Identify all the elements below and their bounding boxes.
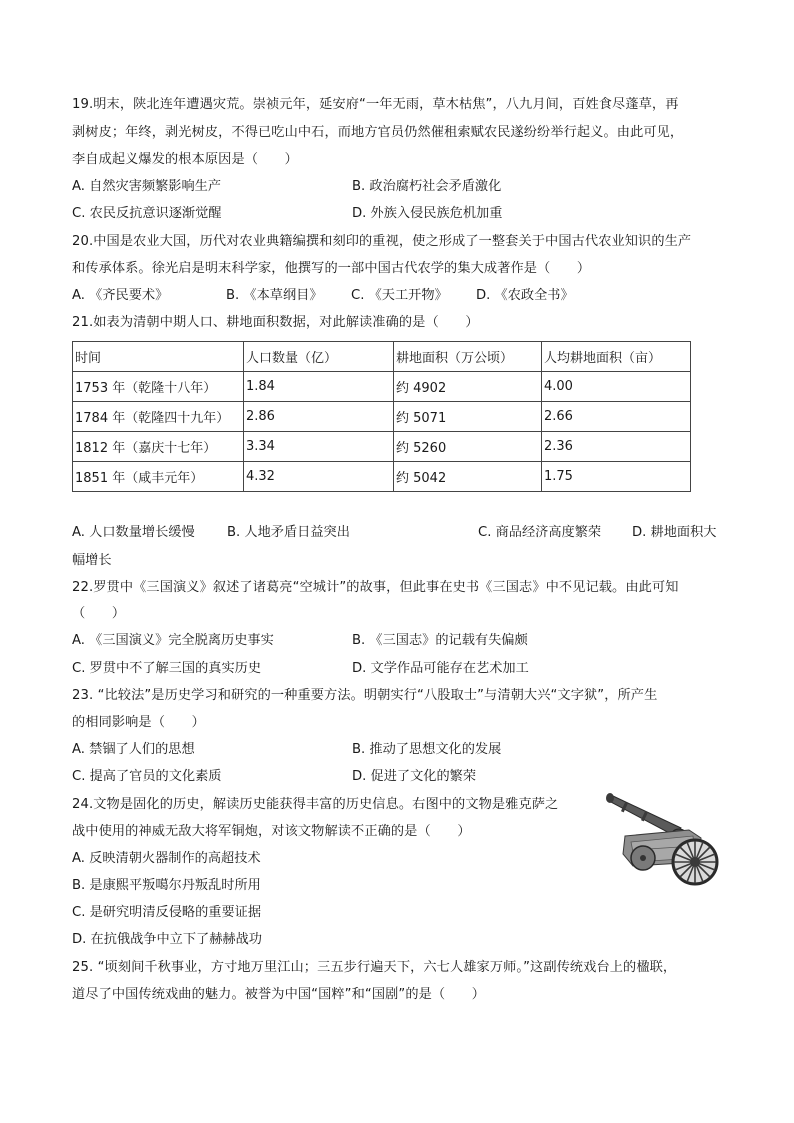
- q24-option-b: B. 是康熙平叛噶尔丹叛乱时所用: [72, 878, 261, 893]
- table-header-cell: 人口数量（亿）: [244, 342, 394, 372]
- population-land-table: [72, 341, 691, 492]
- q24-option-d: D. 在抗俄战争中立下了赫赫战功: [72, 932, 262, 947]
- table-cell: 1.84: [244, 372, 394, 402]
- q22-option-a: A. 《三国演义》完全脱离历史事实: [72, 633, 274, 648]
- q22-stem-line-2: （ ）: [72, 606, 126, 621]
- q20-option-b: B. 《本草纲目》: [226, 288, 323, 303]
- table-cell: 约 4902: [394, 372, 542, 402]
- table-cell: 约 5042: [394, 462, 542, 492]
- q20-option-c: C. 《天工开物》: [351, 288, 448, 303]
- cannon-icon: [603, 792, 721, 887]
- table-header-cell: 耕地面积（万公顷）: [394, 342, 542, 372]
- table-cell: 1.75: [542, 462, 691, 492]
- table-cell: 2.86: [244, 402, 394, 432]
- q24-option-c: C. 是研究明清反侵略的重要证据: [72, 905, 262, 920]
- table-header-cell: 时间: [73, 342, 244, 372]
- table-row: [73, 432, 691, 462]
- q22-option-d: D. 文学作品可能存在艺术加工: [352, 661, 529, 676]
- q20-stem-line-2: 和传承体系。徐光启是明末科学家，他撰写的一部中国古代农学的集大成著作是（ ）: [72, 261, 591, 276]
- q22-option-b: B. 《三国志》的记载有失偏颇: [352, 633, 528, 648]
- table-cell: 3.34: [244, 432, 394, 462]
- q20-option-d: D. 《农政全书》: [476, 288, 574, 303]
- q24-option-a: A. 反映清朝火器制作的高超技术: [72, 851, 261, 866]
- table-cell: 1784 年（乾隆四十九年）: [73, 402, 244, 432]
- q23-option-d: D. 促进了文化的繁荣: [352, 769, 477, 784]
- q21-option-a: A. 人口数量增长缓慢: [72, 525, 195, 540]
- table-row: [73, 402, 691, 432]
- table-cell: 约 5260: [394, 432, 542, 462]
- q21-stem-line-1: 21.如表为清朝中期人口、耕地面积数据，对此解读准确的是（ ）: [72, 315, 479, 330]
- q23-option-a: A. 禁锢了人们的思想: [72, 742, 195, 757]
- q20-option-a: A. 《齐民要术》: [72, 288, 169, 303]
- table-header-cell: 人均耕地面积（亩）: [542, 342, 691, 372]
- table-header-row: [73, 342, 691, 372]
- q19-option-d: D. 外族入侵民族危机加重: [352, 206, 503, 221]
- q23-option-c: C. 提高了官员的文化素质: [72, 769, 222, 784]
- table-cell: 约 5071: [394, 402, 542, 432]
- q20-stem-line-1: 20.中国是农业大国，历代对农业典籍编撰和刻印的重视，使之形成了一整套关于中国古代农业知识的生产: [72, 234, 692, 249]
- table-row: [73, 372, 691, 402]
- q23-stem-line-2: 的相同影响是（ ）: [72, 715, 205, 730]
- q19-option-c: C. 农民反抗意识逐渐觉醒: [72, 206, 222, 221]
- q22-option-c: C. 罗贯中不了解三国的真实历史: [72, 661, 262, 676]
- q21-option-b: B. 人地矛盾日益突出: [227, 525, 350, 540]
- q25-stem-line-2: 道尽了中国传统戏曲的魅力。被誉为中国“国粹”和“国剧”的是（ ）: [72, 987, 486, 1002]
- q19-option-b: B. 政治腐朽社会矛盾激化: [352, 179, 502, 194]
- table-row: [73, 462, 691, 492]
- table-cell: 1812 年（嘉庆十七年）: [73, 432, 244, 462]
- q19-option-a: A. 自然灾害频繁影响生产: [72, 179, 222, 194]
- q19-stem-line-2: 剥树皮；年终，剥光树皮，不得已吃山中石，而地方官员仍然催租索赋农民遂纷纷举行起义。由此可见，: [72, 125, 684, 140]
- table-cell: 2.36: [542, 432, 691, 462]
- table-cell: 1851 年（咸丰元年）: [73, 462, 244, 492]
- q21-option-c: C. 商品经济高度繁荣: [478, 525, 602, 540]
- table-cell: 4.00: [542, 372, 691, 402]
- q19-stem-line-1: 19.明末，陕北连年遭遇灾荒。崇祯元年，延安府“一年无雨，草木枯焦”，八九月间，百姓食尽蓬草，再: [72, 97, 679, 112]
- q21-option-d-continued: 幅增长: [72, 553, 112, 568]
- q24-stem-line-1: 24.文物是固化的历史，解读历史能获得丰富的历史信息。右图中的文物是雅克萨之: [72, 797, 559, 812]
- table-cell: 4.32: [244, 462, 394, 492]
- table-cell: 2.66: [542, 402, 691, 432]
- q25-stem-line-1: 25. “顷刻间千秋事业，方寸地万里江山；三五步行遍天下，六七人雄家万师。”这副传统戏台上的楹联，: [72, 960, 677, 975]
- q23-option-b: B. 推动了思想文化的发展: [352, 742, 502, 757]
- q22-stem-line-1: 22.罗贯中《三国演义》叙述了诸葛亮“空城计”的故事，但此事在史书《三国志》中不见记载。由此可知: [72, 580, 679, 595]
- q21-option-d: D. 耕地面积大: [632, 525, 717, 540]
- q24-stem-line-2: 战中使用的神威无敌大将军铜炮，对该文物解读不正确的是（ ）: [72, 824, 471, 839]
- table-cell: 1753 年（乾隆十八年）: [73, 372, 244, 402]
- q19-stem-line-3: 李自成起义爆发的根本原因是（ ）: [72, 152, 298, 167]
- q23-stem-line-1: 23. “比较法”是历史学习和研究的一种重要方法。明朝实行“八股取士”与清朝大兴“文字狱”，所产生: [72, 688, 658, 703]
